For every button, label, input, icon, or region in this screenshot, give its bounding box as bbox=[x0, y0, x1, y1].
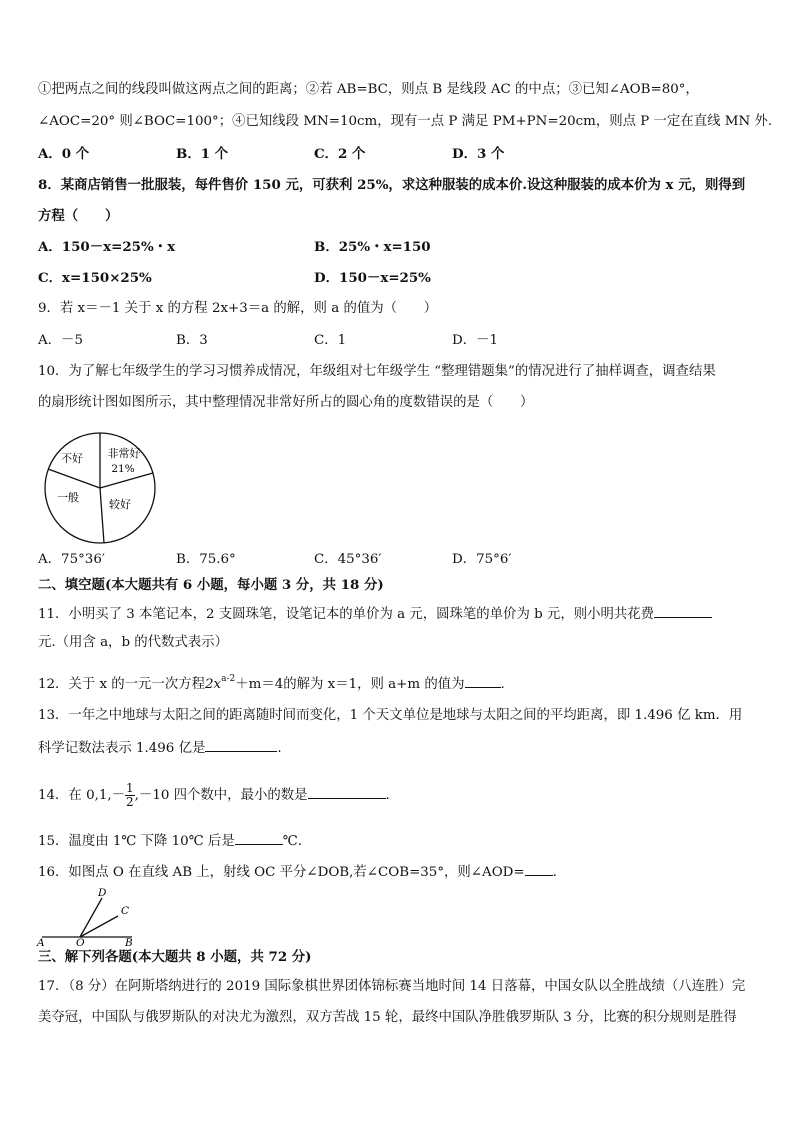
q16-end: . bbox=[552, 865, 557, 880]
label-a: A bbox=[37, 937, 45, 946]
q16-answer-blank[interactable] bbox=[525, 861, 553, 876]
q7-line2: ∠AOC=20° 则∠BOC=100°；④已知线段 MN=10cm，现有一点 P 满足 PM+PN=20cm，则点 P 一定在直线 MN 外. bbox=[38, 114, 773, 129]
pie-divider-left bbox=[48, 469, 100, 488]
q14-frac-num: 1 bbox=[126, 781, 134, 795]
q8-option-d[interactable]: D．150－x=25% bbox=[314, 270, 431, 286]
q10-option-a[interactable]: A．75°36′ bbox=[38, 552, 105, 567]
pie-label-buhao: 不好 bbox=[61, 452, 83, 465]
q10-option-b[interactable]: B．75.6° bbox=[176, 552, 236, 567]
q10-option-d[interactable]: D．75°6′ bbox=[452, 552, 512, 567]
section-3-heading: 三、解下列各题(本大题共 8 小题，共 72 分) bbox=[38, 949, 312, 965]
q9-option-c[interactable]: C．1 bbox=[314, 333, 347, 348]
pie-label-yiban: 一般 bbox=[57, 491, 79, 504]
q7-option-a[interactable]: A．0 个 bbox=[38, 146, 90, 162]
q9-line1: 9．若 x＝－1 关于 x 的方程 2x+3＝a 的解，则 a 的值为（ ） bbox=[38, 301, 438, 316]
pie-label-feichanghao: 非常好 bbox=[107, 447, 141, 460]
q14-line bbox=[38, 781, 764, 811]
q14-post: ,－10 四个数中，最小的数是 bbox=[134, 788, 308, 803]
q12-end: . bbox=[500, 677, 505, 692]
q8-option-c[interactable]: C．x=150×25% bbox=[38, 270, 152, 286]
q12-eq-rest: ＋m＝4 bbox=[235, 677, 284, 692]
q12-eq-base: 2x bbox=[205, 677, 222, 692]
q10-line1: 10．为了解七年级学生的学习习惯养成情况，年级组对七年级学生 “整理错题集”的情况进行了抽样调查，调查结果 bbox=[38, 364, 716, 379]
q13-answer-blank[interactable] bbox=[205, 737, 277, 752]
pie-divider-right bbox=[100, 473, 153, 488]
q7-line1: ①把两点之间的线段叫做这两点之间的距离；②若 AB=BC，则点 B 是线段 AC 的中点；③已知∠AOB=80°， bbox=[38, 82, 699, 97]
angle-diagram bbox=[34, 884, 144, 946]
q12-pre: 12．关于 x 的一元一次方程 bbox=[38, 677, 206, 692]
q10-line2: 的扇形统计图如图所示，其中整理情况非常好所占的圆心角的度数错误的是（ ） bbox=[38, 395, 534, 410]
q8-line2: 方程（ ） bbox=[38, 208, 119, 224]
pie-label-percent: 21% bbox=[111, 463, 135, 475]
q14-frac-den: 2 bbox=[126, 795, 134, 809]
q15-answer-blank[interactable] bbox=[235, 830, 283, 845]
q13-line2 bbox=[38, 737, 764, 759]
label-b: B bbox=[125, 937, 133, 946]
q11-line2: 元.（用含 a，b 的代数式表示） bbox=[38, 635, 229, 650]
section-2-heading: 二、填空题(本大题共有 6 小题，每小题 3 分，共 18 分) bbox=[38, 577, 384, 593]
q12-eq-exp: a-2 bbox=[221, 674, 236, 684]
q15-text: 15．温度由 1℃ 下降 10℃ 后是 bbox=[38, 834, 235, 849]
q15-line bbox=[38, 830, 764, 852]
q12-line bbox=[38, 669, 764, 695]
q14-pre: 14．在 0,1,－ bbox=[38, 788, 126, 803]
q12-answer-blank[interactable] bbox=[465, 673, 501, 688]
q13-end: . bbox=[277, 741, 282, 756]
q11-text: 11．小明买了 3 本笔记本，2 支圆珠笔，设笔记本的单价为 a 元，圆珠笔的单价为 b 元，则小明共花费 bbox=[38, 607, 655, 622]
q13-text: 科学记数法表示 1.496 亿是 bbox=[38, 741, 206, 756]
q14-answer-blank[interactable] bbox=[308, 784, 386, 799]
pie-chart bbox=[38, 426, 162, 550]
pie-divider-bottom bbox=[100, 488, 104, 543]
q17-line1: 17．（8 分）在阿斯塔纳进行的 2019 国际象棋世界团体锦标赛当地时间 14 日落幕，中国女队以全胜战绩（八连胜）完 bbox=[38, 979, 746, 994]
q14-end: . bbox=[385, 788, 390, 803]
label-d: D bbox=[98, 887, 107, 899]
q16-text: 16．如图点 O 在直线 AB 上，射线 OC 平分∠DOB,若∠COB=35°，则∠AOD= bbox=[38, 865, 525, 880]
q9-option-b[interactable]: B．3 bbox=[176, 333, 208, 348]
q9-option-a[interactable]: A．－5 bbox=[38, 333, 83, 348]
q13-line1: 13．一年之中地球与太阳之间的距离随时间而变化，1 个天文单位是地球与太阳之间的平均距离，即 1.496 亿 km．用 bbox=[38, 708, 743, 723]
q8-option-a[interactable]: A．150－x=25%・x bbox=[38, 239, 176, 255]
q7-option-b[interactable]: B．1 个 bbox=[176, 146, 229, 162]
q9-option-d[interactable]: D．－1 bbox=[452, 333, 499, 348]
q11-line1 bbox=[38, 603, 764, 625]
q15-end: ℃. bbox=[282, 834, 302, 849]
q8-line1: 8．某商店销售一批服装，每件售价 150 元，可获利 25%，求这种服装的成本价.设这种服装的成本价为 x 元，则得到 bbox=[38, 177, 746, 193]
q7-option-c[interactable]: C．2 个 bbox=[314, 146, 366, 162]
q7-option-d[interactable]: D．3 个 bbox=[452, 146, 505, 162]
label-o: O bbox=[76, 937, 85, 946]
label-c: C bbox=[121, 905, 130, 917]
q11-answer-blank[interactable] bbox=[654, 603, 712, 618]
q16-line bbox=[38, 861, 764, 883]
q8-option-b[interactable]: B．25%・x=150 bbox=[314, 239, 431, 255]
pie-label-jiaohao: 较好 bbox=[109, 498, 131, 511]
q14-fraction bbox=[125, 782, 135, 809]
q10-option-c[interactable]: C．45°36′ bbox=[314, 552, 382, 567]
q12-post: 的解为 x＝1，则 a+m 的值为 bbox=[283, 677, 465, 692]
q17-line2: 美夺冠，中国队与俄罗斯队的对决尤为激烈，双方苦战 15 轮，最终中国队净胜俄罗斯队 3 分，比赛的积分规则是胜得 bbox=[38, 1010, 737, 1025]
